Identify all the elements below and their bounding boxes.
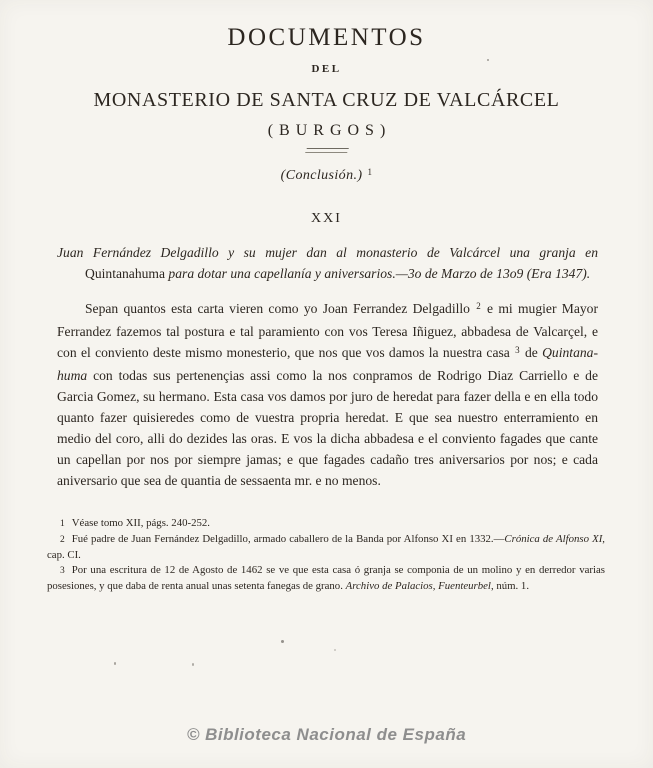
conclusion-note [0,168,653,184]
ornament-divider [305,148,349,153]
footnote-3-text: Por una escritura de 12 de Agosto de 1462 se ve que esta casa ó granja se componia de un molino y en derredor varias posesiones, y que daba de renta anual unas setenta fanegas de grano. Archivo de Palacios, Fuenteurbel, núm. 1. [47,563,605,592]
footnote-1-number: 1 [60,518,65,529]
footnote-1 [47,516,605,532]
footnote-2-number: 2 [60,534,65,545]
footnotes-section [47,516,605,594]
footnote-2-text: Fué padre de Juan Fernández Delgadillo, armado caballero de la Banda por Alfonso XI en 1332.—Crónica de Alfonso XI, cap. CI. [47,532,605,561]
scan-speck [334,649,336,651]
scan-speck [192,663,194,666]
body-paragraph: Sepan quantos esta carta vieren como yo Joan Ferrandez Delgadillo $^2$ e mi mugier Mayor Ferrandez fazemos tal postura e tal paramiento con vos Teresa Iñiguez, abbadesa de Valcarçel, e con el conviento deste mismo monesterio, que nos que vos damos la nuestra casa $^3$ de Quintana-huma con todas sus pertenençias assi como la nos conpramos de Rodrigo Diaz Carriello e de Garcia Gomez, su hermano. Esta casa vos damos por juro de heredat para fazer della e en ella todo quanto fazer quisieredes como de vuestra propria heredat. E que sea nuestro enterramiento en medio del coro, alli do dezides las oras. E vos la dicha abbadesa e el conviento fagades que cante un capellan por nos por siempre jamas; e que fagades cadaño tres aniversarios por nos; e cada aniversario que sea de quantia de sessaenta mr. e no menos. [57,300,598,488]
footnote-2 [47,532,605,563]
scan-speck [281,640,284,643]
document-title: DOCUMENTOS [227,24,426,51]
document-title-monastery: MONASTERIO DE SANTA CRUZ DE VALCÁRCEL [93,89,560,111]
conclusion-text: (Conclusión.) [280,168,363,183]
footnote-3 [47,563,605,594]
document-title-del: DEL [311,63,342,75]
document-title-burgos: (BURGOS) [267,122,392,139]
scan-speck [487,59,489,61]
footnote-ref-1: 1 [367,167,373,177]
scan-speck [114,662,116,665]
footnote-1-text: Véase tomo XII, págs. 240-252. [71,516,210,529]
footnote-3-number: 3 [60,565,65,576]
library-watermark: © Biblioteca Nacional de España [186,725,467,744]
summary-paragraph: Juan Fernández Delgadillo y su mujer dan al monasterio de Valcárcel una granja en Quintanahuma para dotar una capellanía y aniversarios.—3o de Marzo de 13o9 (Era 1347). [57,245,598,281]
section-heading: XXI [311,211,342,226]
